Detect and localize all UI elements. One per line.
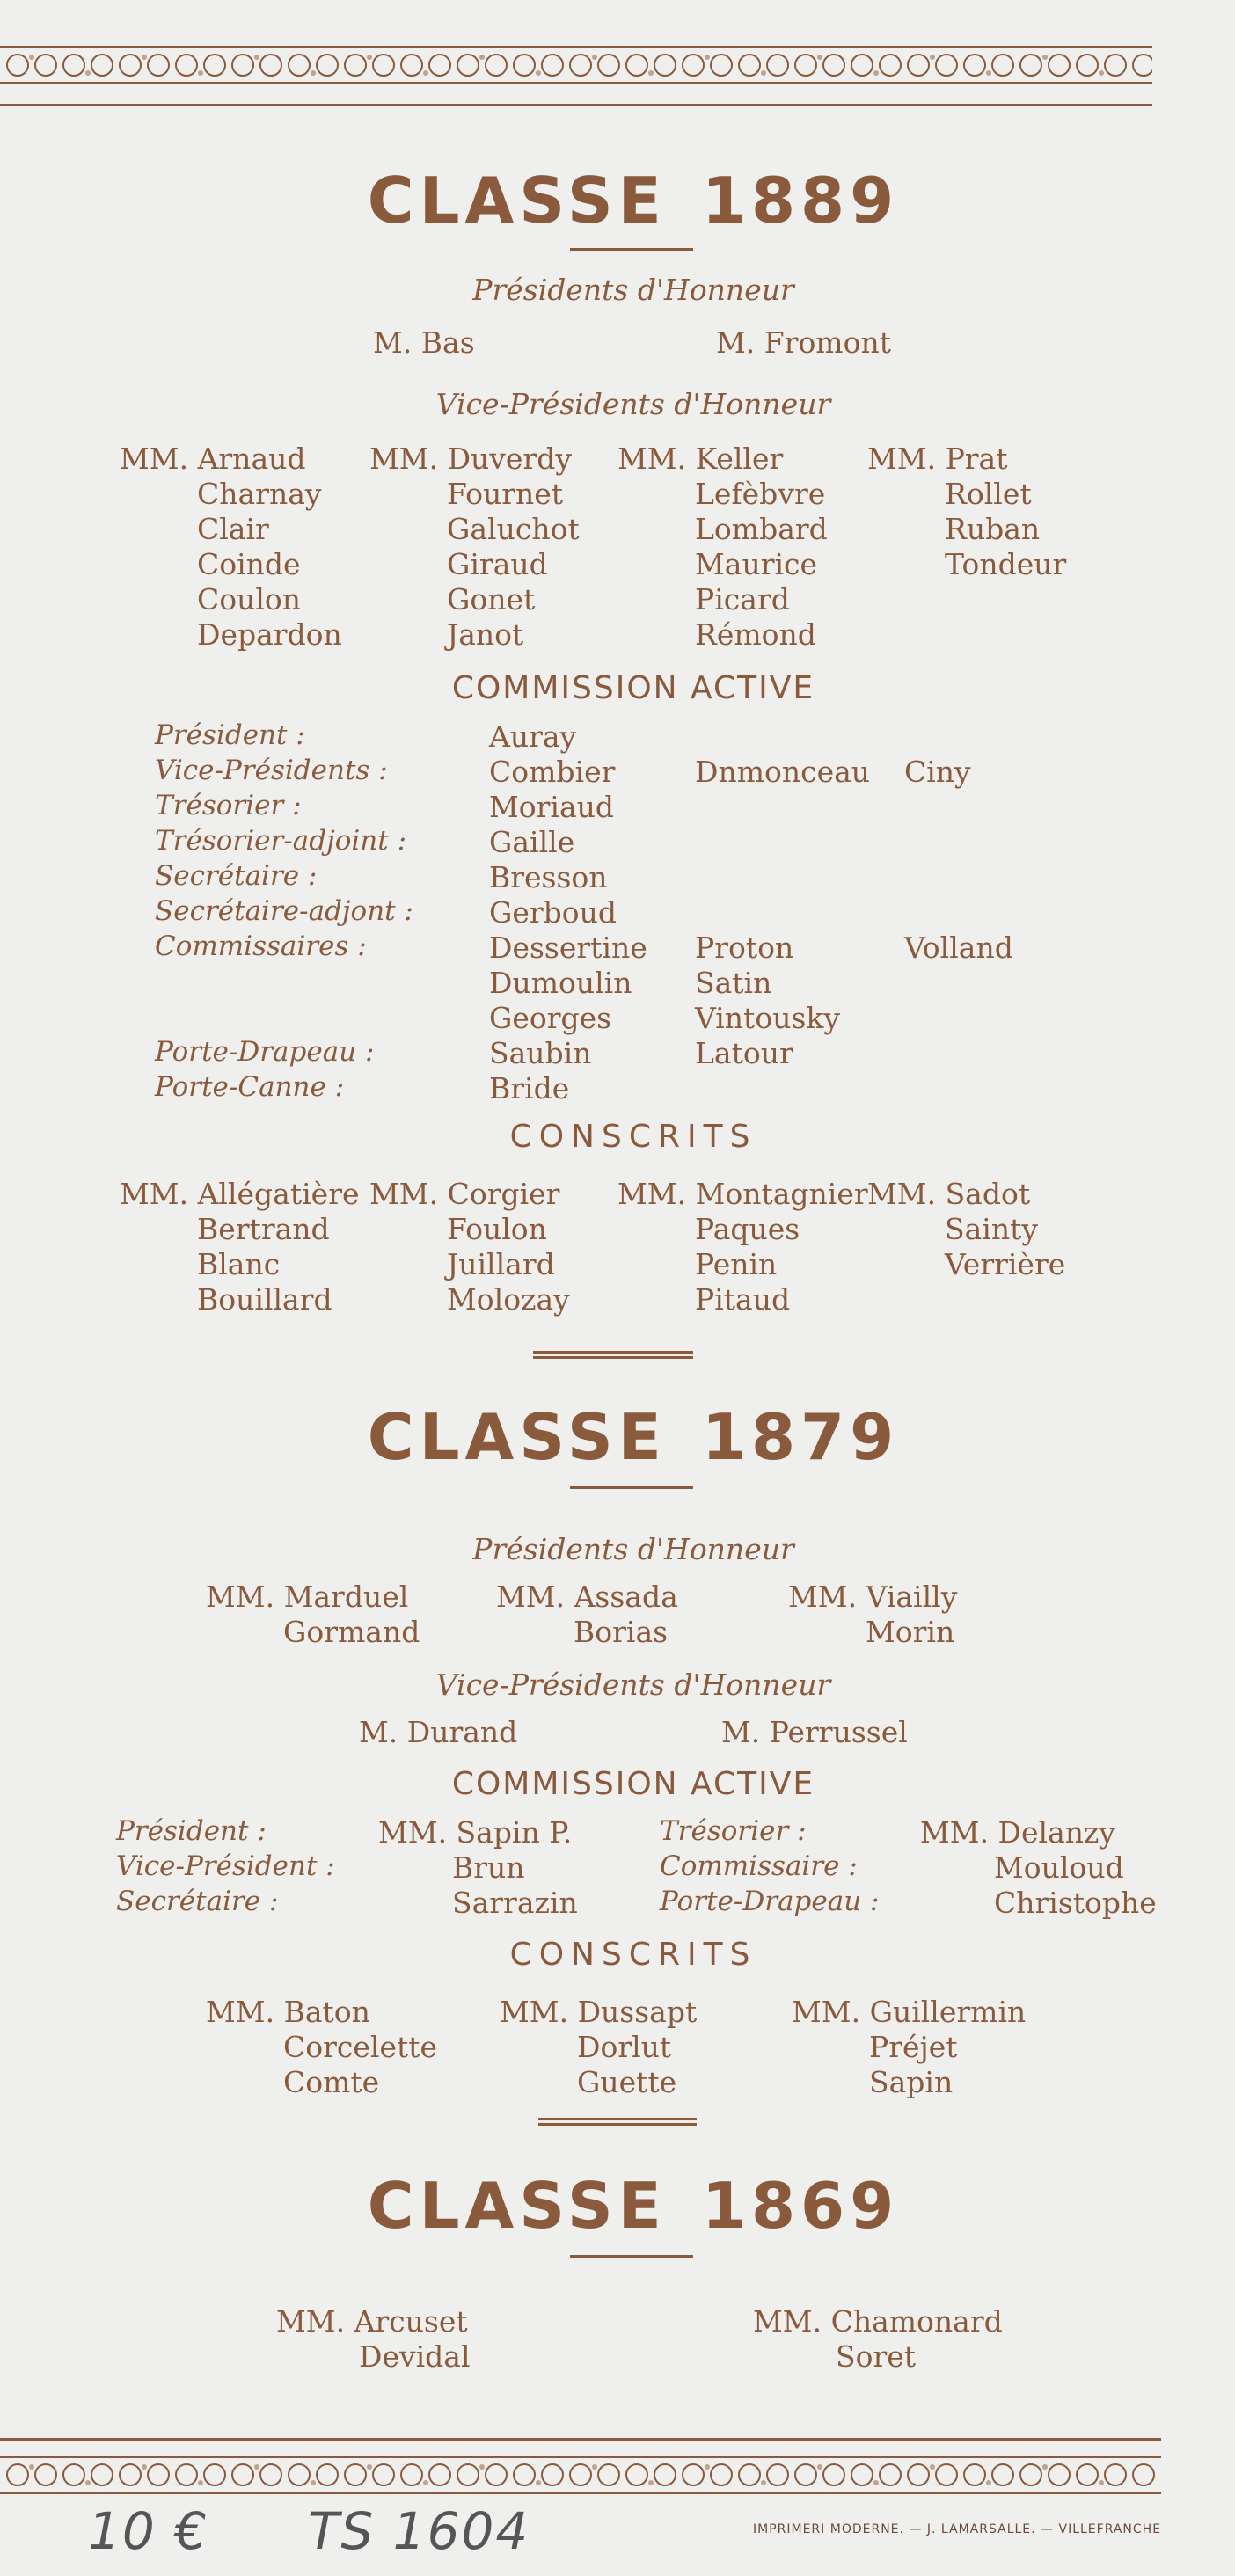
commission-member: Gaille (489, 825, 575, 859)
commission-role: Secrétaire : (155, 860, 318, 892)
vice-col: MM. Prat Rollet Ruban Tondeur (867, 441, 1067, 581)
handwritten-price: 10 € (88, 2501, 209, 2561)
honorary-president: M. Bas (373, 325, 475, 360)
commission-role: Porte-Canne : (155, 1071, 345, 1103)
vice-col: MM. Keller Lefèbvre Lombard Maurice Picard Rémond (618, 441, 828, 652)
commission-member: Christophe (994, 1886, 1157, 1920)
commission-role: Président : (116, 1815, 267, 1847)
title-underline (570, 1486, 693, 1489)
commission-role: Commissaires : (155, 930, 367, 962)
commission-role: Vice-Président : (116, 1850, 335, 1882)
top-ornament-border (0, 46, 1152, 84)
commission-member: Ciny (904, 755, 971, 789)
honorary-col: MM. Viailly Morin (788, 1580, 958, 1649)
commission-member: MM. Delanzy (920, 1815, 1116, 1850)
title-underline (570, 248, 693, 251)
commission-member: MM. Sapin P. (378, 1815, 573, 1850)
commission-member: Gerboud (489, 895, 618, 930)
commission-heading: COMMISSION ACTIVE (451, 670, 815, 706)
members-col: MM. Chamonard Soret (753, 2304, 1003, 2374)
commission-role: Trésorier : (660, 1815, 807, 1847)
commission-role: Secrétaire-adjont : (155, 895, 413, 927)
title-word: CLASSE (367, 164, 667, 237)
commission-member: Latour (695, 1036, 793, 1070)
conscrits-col: MM. Corgier Foulon Juillard Molozay (369, 1177, 570, 1317)
classe-1889-title (0, 164, 1235, 237)
commission-member: Mouloud (994, 1850, 1124, 1885)
honorary-col: MM. Assada Borias (496, 1580, 678, 1649)
commission-role: Vice-Présidents : (155, 755, 388, 786)
commission-member: Dumoulin (489, 966, 632, 1000)
vice-presidents-heading: Vice-Présidents d'Honneur (435, 387, 831, 421)
conscrits-col: MM. Dussapt Dorlut Guette (500, 1995, 698, 2099)
floral-pattern (0, 48, 1152, 82)
section-divider (533, 1351, 693, 1359)
classe-1869-title (0, 2169, 1235, 2243)
vice-col: MM. Duverdy Fournet Galuchot Giraud Gonet Janot (369, 441, 580, 652)
commission-member: Proton (695, 930, 794, 965)
floral-pattern (0, 2458, 1161, 2492)
commission-member: Bresson (489, 860, 608, 894)
vice-col: MM. Arnaud Charnay Clair Coinde Coulon Depardon (120, 441, 342, 652)
commission-role: Porte-Drapeau : (660, 1886, 880, 1917)
conscrits-heading: CONSCRITS (509, 1937, 757, 1973)
commission-role: Trésorier : (155, 790, 302, 821)
commission-member: Satin (695, 966, 772, 1000)
title-year: 1869 (701, 2169, 900, 2243)
commission-member: Dnmonceau (695, 755, 871, 789)
conscrits-col: MM. Guillermin Préjet Sapin (792, 1995, 1027, 2099)
commission-member: Volland (904, 930, 1013, 965)
honorary-presidents-heading: Présidents d'Honneur (472, 273, 794, 307)
commission-member: Sarrazin (452, 1886, 578, 1920)
honorary-presidents-heading: Présidents d'Honneur (472, 1532, 794, 1566)
vice-presidents-heading: Vice-Présidents d'Honneur (435, 1667, 831, 1702)
top-rule (0, 104, 1152, 106)
title-year: 1879 (701, 1400, 900, 1474)
conscrits-col: MM. Sadot Sainty Verrière (867, 1177, 1066, 1281)
conscrits-heading: CONSCRITS (509, 1119, 757, 1155)
title-underline (570, 2255, 693, 2258)
honorary-col: MM. Marduel Gormand (206, 1580, 420, 1649)
commission-role: Trésorier-adjoint : (155, 825, 407, 857)
handwritten-reference: TS 1604 (308, 2501, 530, 2561)
commission-member: Saubin (489, 1036, 592, 1070)
commission-role: Président : (155, 719, 305, 751)
conscrits-col: MM. Allégatière Bertrand Blanc Bouillard (120, 1177, 360, 1317)
title-word: CLASSE (367, 2169, 667, 2243)
commission-heading: COMMISSION ACTIVE (451, 1766, 815, 1802)
bottom-rule (0, 2438, 1161, 2441)
commission-member: Auray (489, 719, 577, 754)
conscrits-col: MM. Montagnier Paques Penin Pitaud (618, 1177, 868, 1317)
commission-member: Vintousky (695, 1001, 841, 1035)
commission-role: Commissaire : (660, 1850, 858, 1882)
bottom-ornament-border (0, 2456, 1161, 2494)
commission-member: Bride (489, 1071, 570, 1106)
vice-president: M. Perrussel (721, 1715, 908, 1749)
conscrits-col: MM. Baton Corcelette Comte (206, 1995, 438, 2099)
members-col: MM. Arcuset Devidal (276, 2304, 471, 2374)
title-year: 1889 (701, 164, 900, 237)
honorary-president: M. Fromont (716, 325, 891, 360)
title-word: CLASSE (367, 1400, 667, 1474)
commission-member: Moriaud (489, 790, 615, 824)
commission-member: Dessertine (489, 930, 647, 965)
printer-credit: IMPRIMERI MODERNE. — J. LAMARSALLE. — VILLEFRANCHE (753, 2522, 1162, 2536)
classe-1879-title (0, 1400, 1235, 1474)
section-divider (538, 2118, 697, 2126)
commission-member: Combier (489, 755, 616, 789)
commission-member: Georges (489, 1001, 612, 1035)
commission-role: Porte-Drapeau : (155, 1036, 375, 1068)
vice-president: M. Durand (359, 1715, 518, 1749)
commission-role: Secrétaire : (116, 1886, 279, 1917)
commission-member: Brun (452, 1850, 525, 1885)
